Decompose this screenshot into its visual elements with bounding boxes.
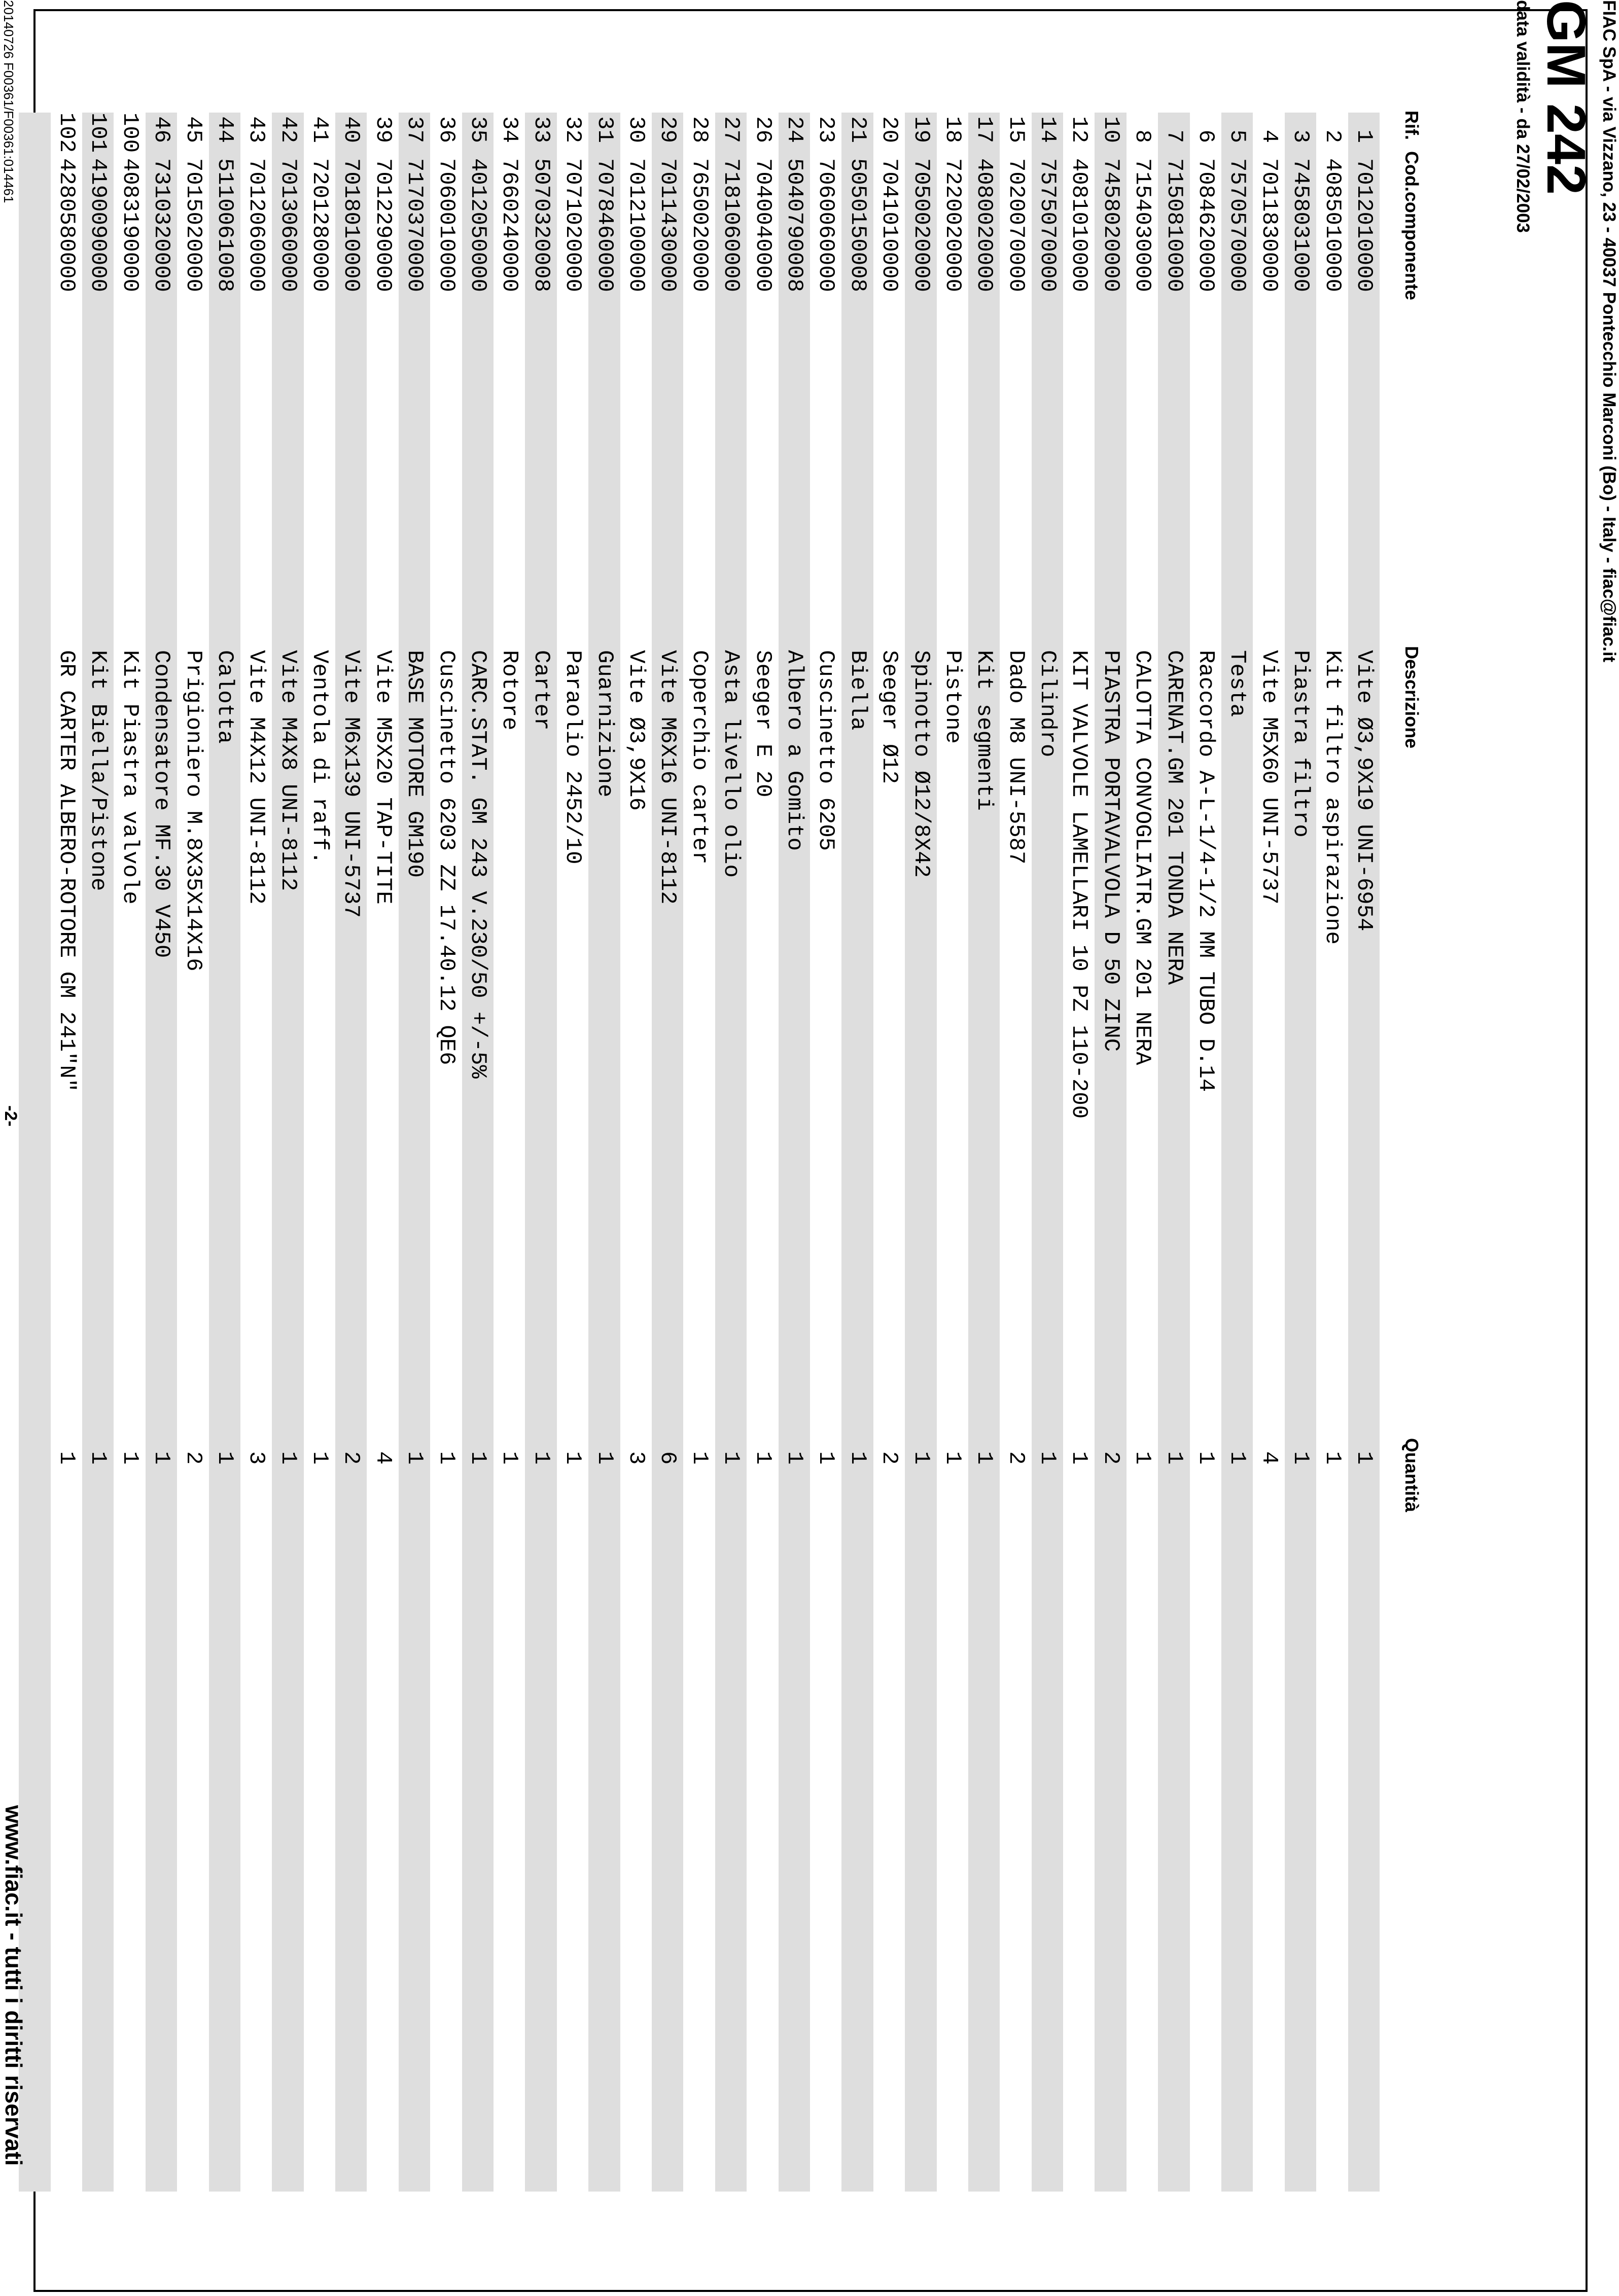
table-row <box>367 113 399 2192</box>
row-code: 7071020000 <box>560 158 586 293</box>
row-description: Biella <box>844 650 870 731</box>
table-row <box>240 113 272 2192</box>
row-code: 7012060000 <box>243 158 269 293</box>
row-description: Vite M6x139 UNI-5737 <box>338 650 364 918</box>
row-code: 7041010000 <box>876 158 902 293</box>
row-quantity: 1 <box>1319 1451 1345 1465</box>
row-code: 7013060000 <box>275 158 301 293</box>
row-code: 7154030000 <box>1130 158 1155 293</box>
table-row <box>525 113 556 2192</box>
row-quantity: 1 <box>591 1451 617 1465</box>
row-code: 7220020000 <box>939 158 965 293</box>
table-row <box>114 113 145 2192</box>
row-code: 7011430000 <box>655 158 681 293</box>
row-quantity: 1 <box>149 1451 174 1465</box>
row-description: Prigioniero M.8X35X14X16 <box>180 650 206 972</box>
row-code: 7201280000 <box>307 158 333 293</box>
table-row <box>1285 113 1316 2192</box>
row-ref: 21 <box>844 116 870 143</box>
row-ref: 31 <box>591 116 617 143</box>
table-row <box>1032 113 1063 2192</box>
row-quantity: 6 <box>655 1451 681 1465</box>
table-row <box>82 113 114 2192</box>
row-code: 7015020000 <box>180 158 206 293</box>
row-code: 4280580000 <box>53 158 79 293</box>
row-code: 7078460000 <box>591 158 617 293</box>
row-description: Piastra filtro <box>1288 650 1314 838</box>
parts-table <box>0 113 1380 2192</box>
row-description: CALOTTA CONVOGLIATR.GM 201 NERA <box>1130 650 1155 1065</box>
row-quantity: 1 <box>212 1451 237 1465</box>
row-description: Calotta <box>212 650 237 744</box>
row-ref: 35 <box>465 116 491 143</box>
row-description: Condensatore MF.30 V450 <box>149 650 174 958</box>
table-row <box>1348 113 1380 2192</box>
column-header-code: Cod.componente <box>1401 151 1422 300</box>
row-code: 7084620000 <box>1193 158 1219 293</box>
table-row <box>683 113 715 2192</box>
row-code: 5110061008 <box>212 158 237 293</box>
row-quantity: 1 <box>1130 1451 1155 1465</box>
row-description: Raccordo A-L-1/4-1/2 MM TUBO D.14 <box>1193 650 1219 1092</box>
table-row <box>937 113 968 2192</box>
table-row <box>652 113 683 2192</box>
table-row <box>304 113 335 2192</box>
row-ref: 34 <box>497 116 522 143</box>
row-description: Cilindro <box>1035 650 1061 758</box>
row-ref: 18 <box>939 116 965 143</box>
row-ref: 102 <box>53 113 79 153</box>
table-row <box>715 113 747 2192</box>
row-quantity: 1 <box>750 1451 776 1465</box>
table-row <box>810 113 841 2192</box>
row-description: Kit segmenti <box>971 650 997 811</box>
row-ref: 26 <box>750 116 776 143</box>
row-ref: 46 <box>149 116 174 143</box>
table-row <box>968 113 1000 2192</box>
table-row <box>209 113 240 2192</box>
row-description: Coperchio carter <box>686 650 712 865</box>
row-quantity: 2 <box>1003 1451 1029 1465</box>
row-code: 7570570000 <box>1224 158 1250 293</box>
row-ref: 30 <box>623 116 649 143</box>
row-ref: 23 <box>813 116 839 143</box>
row-quantity: 2 <box>876 1451 902 1465</box>
row-code: 4190090000 <box>85 158 111 293</box>
row-description: PIASTRA PORTAVALVOLA D 50 ZINC <box>1098 650 1123 1052</box>
row-description: Asta livello olio <box>718 650 744 878</box>
company-address: FIAC SpA - via Vizzano, 23 - 40037 Pontecchio Marconi (Bo) - Italy - fiac@fiac.it <box>1599 0 1619 663</box>
row-ref: 5 <box>1224 129 1250 143</box>
table-row <box>905 113 936 2192</box>
row-description: GR CARTER ALBERO-ROTORE GM 241"N" <box>53 650 79 1092</box>
table-row <box>430 113 462 2192</box>
row-description: Albero a Gomito <box>781 650 807 851</box>
row-code: 7660240000 <box>497 158 522 293</box>
row-description: Testa <box>1224 650 1250 718</box>
row-ref: 29 <box>655 116 681 143</box>
row-ref: 36 <box>433 116 459 143</box>
row-code: 7040040000 <box>750 158 776 293</box>
row-description: Seeger Ø12 <box>876 650 902 784</box>
row-description: Vite M4X8 UNI-8112 <box>275 650 301 891</box>
row-quantity: 1 <box>844 1451 870 1465</box>
row-code: 7020070000 <box>1003 158 1029 293</box>
table-row <box>272 113 303 2192</box>
row-quantity: 1 <box>85 1451 111 1465</box>
row-code: 7181060000 <box>718 158 744 293</box>
row-quantity: 2 <box>1098 1451 1123 1465</box>
row-description: CARC.STAT. GM 243 V.230/50 +/-5% <box>465 650 491 1079</box>
row-quantity: 1 <box>117 1451 143 1465</box>
row-code: 7060010000 <box>433 158 459 293</box>
row-ref: 32 <box>560 116 586 143</box>
row-description: Vite Ø3,9X19 UNI-6954 <box>1351 650 1377 931</box>
row-quantity: 1 <box>1066 1451 1092 1465</box>
row-quantity: 1 <box>1351 1451 1377 1465</box>
table-row <box>1158 113 1189 2192</box>
document-code: 20140726 F00361/F00361:014461 <box>1 0 16 203</box>
row-quantity: 1 <box>781 1451 807 1465</box>
table-row <box>1095 113 1126 2192</box>
row-code: 7150810000 <box>1161 158 1187 293</box>
row-code: 7012010000 <box>1351 158 1377 293</box>
row-ref: 44 <box>212 116 237 143</box>
row-ref: 101 <box>85 113 111 153</box>
row-ref: 40 <box>338 116 364 143</box>
row-quantity: 1 <box>497 1451 522 1465</box>
row-description: Dado M8 UNI-5587 <box>1003 650 1029 865</box>
row-code: 4012050000 <box>465 158 491 293</box>
row-ref: 12 <box>1066 116 1092 143</box>
table-row <box>779 113 810 2192</box>
row-description: Rotore <box>497 650 522 731</box>
table-row <box>51 113 82 2192</box>
table-row <box>494 113 525 2192</box>
row-description: Seeger E 20 <box>750 650 776 798</box>
row-ref: 6 <box>1193 129 1219 143</box>
column-header-ref: Rif. <box>1401 111 1422 140</box>
column-header-description: Descrizione <box>1401 646 1422 749</box>
row-description: Cuscinetto 6203 ZZ 17.40.12 QE6 <box>433 650 459 1065</box>
table-row <box>841 113 873 2192</box>
row-code: 5070320008 <box>528 158 554 293</box>
row-description: Vite M5X60 UNI-5737 <box>1256 650 1282 905</box>
row-quantity: 1 <box>718 1451 744 1465</box>
table-row <box>747 113 778 2192</box>
row-quantity: 1 <box>560 1451 586 1465</box>
row-quantity: 1 <box>686 1451 712 1465</box>
table-row <box>462 113 494 2192</box>
row-code: 4080020000 <box>971 158 997 293</box>
page-number: -2- <box>1 1105 20 1127</box>
row-code: 7012100000 <box>623 158 649 293</box>
row-quantity: 1 <box>275 1451 301 1465</box>
row-ref: 39 <box>370 116 396 143</box>
row-description: Vite M4X12 UNI-8112 <box>243 650 269 905</box>
row-code: 4085010000 <box>1319 158 1345 293</box>
table-row <box>1253 113 1284 2192</box>
table-row <box>873 113 905 2192</box>
row-description: Kit Biella/Pistone <box>85 650 111 891</box>
row-description: Guarnizione <box>591 650 617 798</box>
row-ref: 17 <box>971 116 997 143</box>
table-row <box>335 113 367 2192</box>
table-row <box>1000 113 1031 2192</box>
row-quantity: 1 <box>971 1451 997 1465</box>
table-row <box>399 113 430 2192</box>
row-code: 7012290000 <box>370 158 396 293</box>
row-quantity: 1 <box>465 1451 491 1465</box>
row-code: 7575070000 <box>1035 158 1061 293</box>
row-ref: 28 <box>686 116 712 143</box>
row-code: 5050150008 <box>844 158 870 293</box>
validity-date: data validità - da 27/02/2003 <box>1513 0 1533 233</box>
row-ref: 2 <box>1319 129 1345 143</box>
row-code: 7458031000 <box>1288 158 1314 293</box>
table-row <box>146 113 177 2192</box>
row-description: CARENAT.GM 201 TONDA NERA <box>1161 650 1187 985</box>
row-description: Ventola di raff. <box>307 650 333 865</box>
row-quantity: 1 <box>939 1451 965 1465</box>
column-header-quantity: Quantità <box>1401 1438 1422 1513</box>
row-quantity: 1 <box>402 1451 428 1465</box>
row-code: 4081010000 <box>1066 158 1092 293</box>
row-ref: 24 <box>781 116 807 143</box>
row-ref: 7 <box>1161 129 1187 143</box>
row-quantity: 4 <box>1256 1451 1282 1465</box>
row-ref: 43 <box>243 116 269 143</box>
row-quantity: 1 <box>813 1451 839 1465</box>
row-ref: 45 <box>180 116 206 143</box>
row-code: 7458020000 <box>1098 158 1123 293</box>
row-quantity: 1 <box>1288 1451 1314 1465</box>
row-ref: 27 <box>718 116 744 143</box>
row-quantity: 1 <box>307 1451 333 1465</box>
row-code: 7310320000 <box>149 158 174 293</box>
row-ref: 14 <box>1035 116 1061 143</box>
row-code: 7011830000 <box>1256 158 1282 293</box>
row-ref: 19 <box>908 116 934 143</box>
table-row <box>557 113 588 2192</box>
row-code: 7050020000 <box>908 158 934 293</box>
row-ref: 20 <box>876 116 902 143</box>
row-code: 7170370000 <box>402 158 428 293</box>
row-description: Pistone <box>939 650 965 744</box>
row-description: Paraolio 2452/10 <box>560 650 586 865</box>
row-code: 7650020000 <box>686 158 712 293</box>
row-code: 5040790008 <box>781 158 807 293</box>
table-row <box>1316 113 1348 2192</box>
row-quantity: 4 <box>370 1451 396 1465</box>
row-ref: 10 <box>1098 116 1123 143</box>
table-row <box>177 113 208 2192</box>
row-quantity: 1 <box>908 1451 934 1465</box>
row-code: 4083190000 <box>117 158 143 293</box>
table-row <box>588 113 620 2192</box>
row-quantity: 3 <box>623 1451 649 1465</box>
table-frame <box>33 9 1588 2292</box>
row-quantity: 2 <box>180 1451 206 1465</box>
row-description: Cuscinetto 6205 <box>813 650 839 851</box>
row-description: Kit Piastra valvole <box>117 650 143 905</box>
row-ref: 33 <box>528 116 554 143</box>
row-quantity: 1 <box>528 1451 554 1465</box>
row-ref: 42 <box>275 116 301 143</box>
row-description: BASE MOTORE GM190 <box>402 650 428 878</box>
row-description: KIT VALVOLE LAMELLARI 10 PZ 110-200 <box>1066 650 1092 1119</box>
table-row <box>1221 113 1253 2192</box>
copyright-notice: www.fiac.it - tutti i diritti riservati <box>1 1805 27 2166</box>
page-title: GM 242 <box>1536 0 1597 195</box>
row-description: Spinotto Ø12/8X42 <box>908 650 934 878</box>
row-ref: 15 <box>1003 116 1029 143</box>
row-quantity: 1 <box>1224 1451 1250 1465</box>
table-row <box>1127 113 1158 2192</box>
row-quantity: 1 <box>1161 1451 1187 1465</box>
row-ref: 3 <box>1288 129 1314 143</box>
row-quantity: 3 <box>243 1451 269 1465</box>
row-code: 7060060000 <box>813 158 839 293</box>
row-description: Kit filtro aspirazione <box>1319 650 1345 945</box>
row-ref: 100 <box>117 113 143 153</box>
row-quantity: 1 <box>433 1451 459 1465</box>
table-row <box>1063 113 1095 2192</box>
row-quantity: 1 <box>1193 1451 1219 1465</box>
table-row <box>620 113 652 2192</box>
row-ref: 41 <box>307 116 333 143</box>
row-description: Vite Ø3,9X16 <box>623 650 649 811</box>
row-quantity: 1 <box>53 1451 79 1465</box>
row-description: Vite M6X16 UNI-8112 <box>655 650 681 905</box>
row-ref: 8 <box>1130 129 1155 143</box>
row-ref: 37 <box>402 116 428 143</box>
table-row <box>1190 113 1221 2192</box>
row-ref: 4 <box>1256 129 1282 143</box>
row-ref: 1 <box>1351 129 1377 143</box>
row-description: Carter <box>528 650 554 731</box>
row-quantity: 1 <box>1035 1451 1061 1465</box>
row-code: 7018010000 <box>338 158 364 293</box>
row-description: Vite M5X20 TAP-TITE <box>370 650 396 905</box>
row-quantity: 2 <box>338 1451 364 1465</box>
